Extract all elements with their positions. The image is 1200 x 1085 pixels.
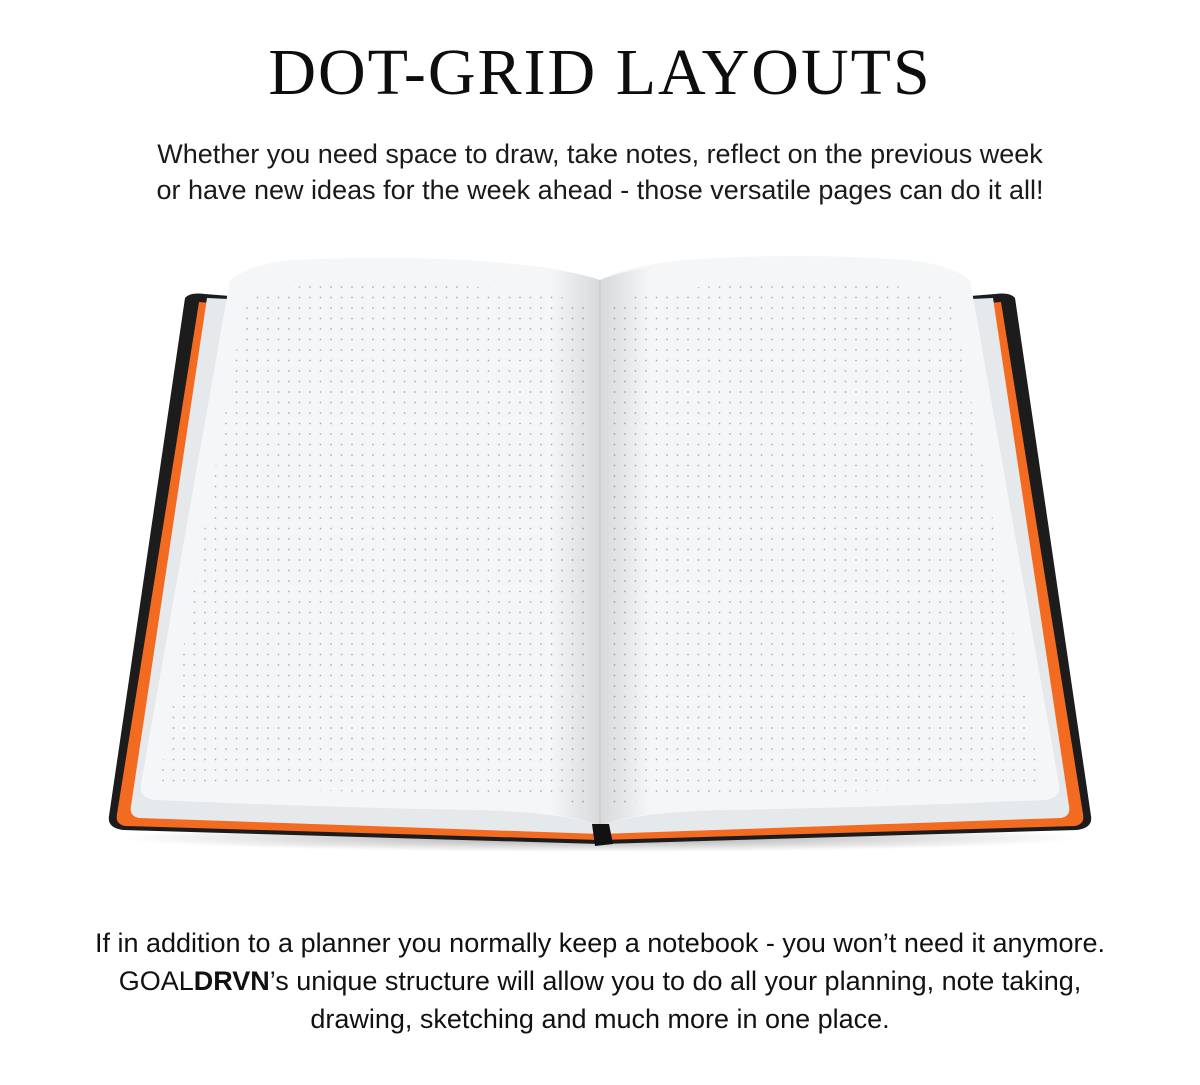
- open-notebook-illustration: [95, 240, 1105, 860]
- footer-line-3: drawing, sketching and much more in one place.: [310, 1004, 890, 1034]
- subtitle: [0, 136, 1200, 208]
- brand-name-regular: GOAL: [118, 966, 194, 996]
- footer-line-2: [0, 962, 1200, 1000]
- page-title: DOT-GRID LAYOUTS: [268, 36, 932, 109]
- footer-text: [0, 924, 1200, 1038]
- brand-name-bold: DRVN: [193, 966, 270, 996]
- footer-line-1: If in addition to a planner you normally keep a notebook - you won’t need it anymore.: [94, 928, 1106, 958]
- subtitle-line-1: Whether you need space to draw, take notes, reflect on the previous week: [157, 139, 1043, 169]
- subtitle-line-2: or have new ideas for the week ahead - those versatile pages can do it all!: [156, 175, 1044, 205]
- gutter-shadow-left: [550, 270, 600, 826]
- footer-line-2-rest: ’s unique structure will allow you to do all your planning, note taking,: [269, 966, 1082, 996]
- gutter-shadow-right: [600, 268, 650, 826]
- notebook-svg: [95, 240, 1105, 860]
